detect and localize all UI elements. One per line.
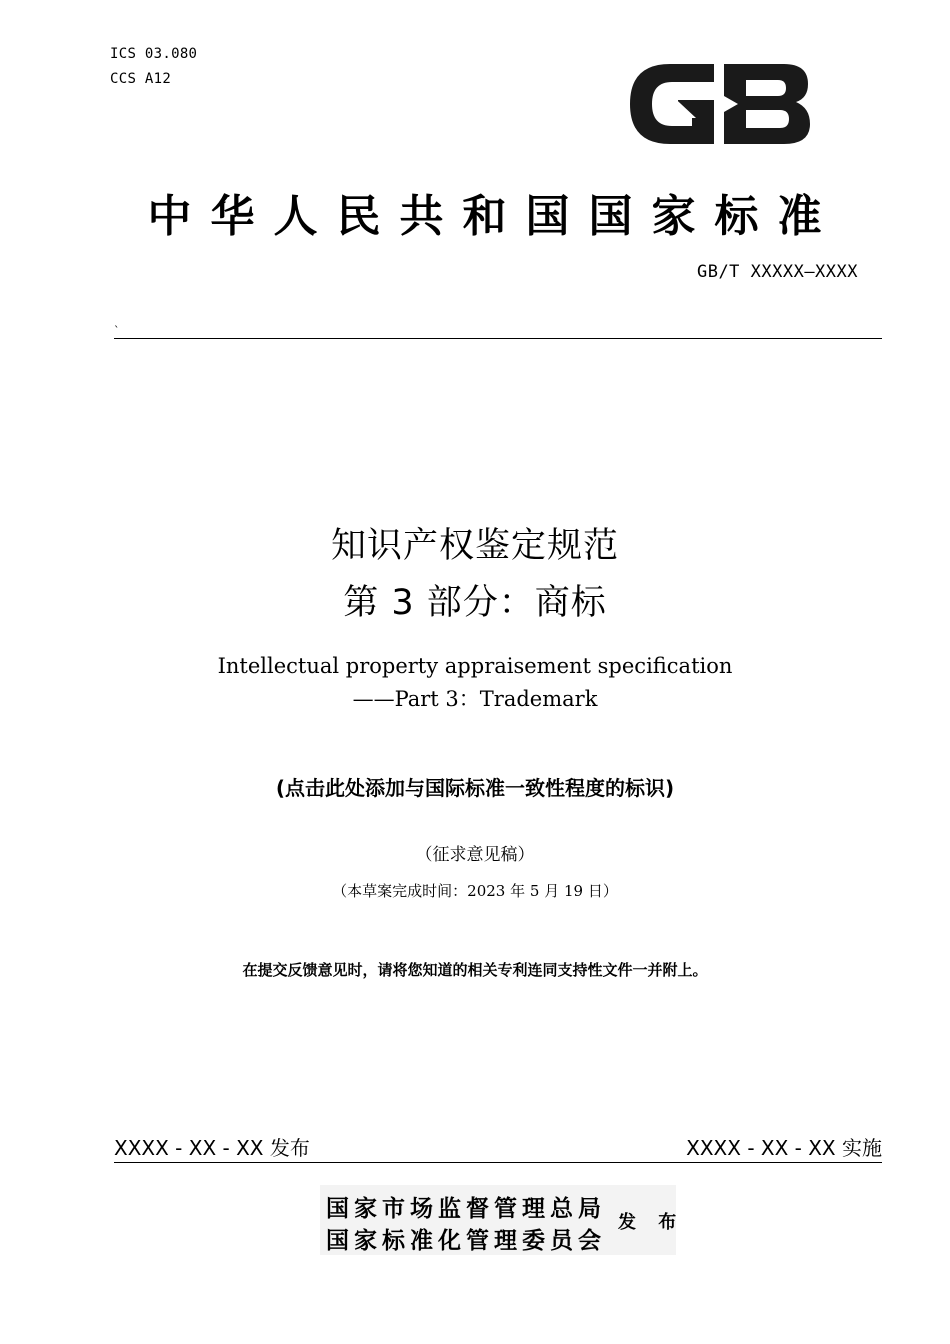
consistency-note[interactable]: (点击此处添加与国际标准一致性程度的标识): [275, 776, 675, 800]
title-en-line2: ——Part 3：Trademark: [352, 687, 598, 711]
title-en-line1: Intellectual property appraisement specification: [217, 654, 733, 678]
tick-mark: `: [114, 324, 120, 337]
patent-notice: 在提交反馈意见时，请将您知道的相关专利连同支持性文件一并附上。: [242, 961, 708, 979]
title-cn-line2: 第 3 部分：商标: [343, 583, 607, 623]
bottom-rule: [114, 1162, 882, 1163]
implementation-date: XXXX - XX - XX 实施: [686, 1136, 882, 1160]
issuer-line2: 国家标准化管理委员会: [326, 1227, 606, 1254]
draft-date: （本草案完成时间：2023 年 5 月 19 日）: [332, 882, 618, 900]
ccs-code: CCS A12: [110, 71, 172, 87]
gb-logo: [626, 56, 812, 152]
ics-code: ICS 03.080: [110, 46, 198, 62]
issued-label: 发 布: [618, 1212, 685, 1233]
publish-date: XXXX - XX - XX 发布: [114, 1136, 310, 1160]
issuer-line1: 国家市场监督管理总局: [326, 1195, 606, 1222]
national-standard-title: 中华人民共和国国家标准: [147, 191, 841, 242]
draft-status: （征求意见稿）: [415, 845, 535, 865]
standard-number: GB/T XXXXX—XXXX: [696, 262, 858, 282]
title-cn-line1: 知识产权鉴定规范: [330, 526, 619, 566]
top-rule: [114, 338, 882, 339]
